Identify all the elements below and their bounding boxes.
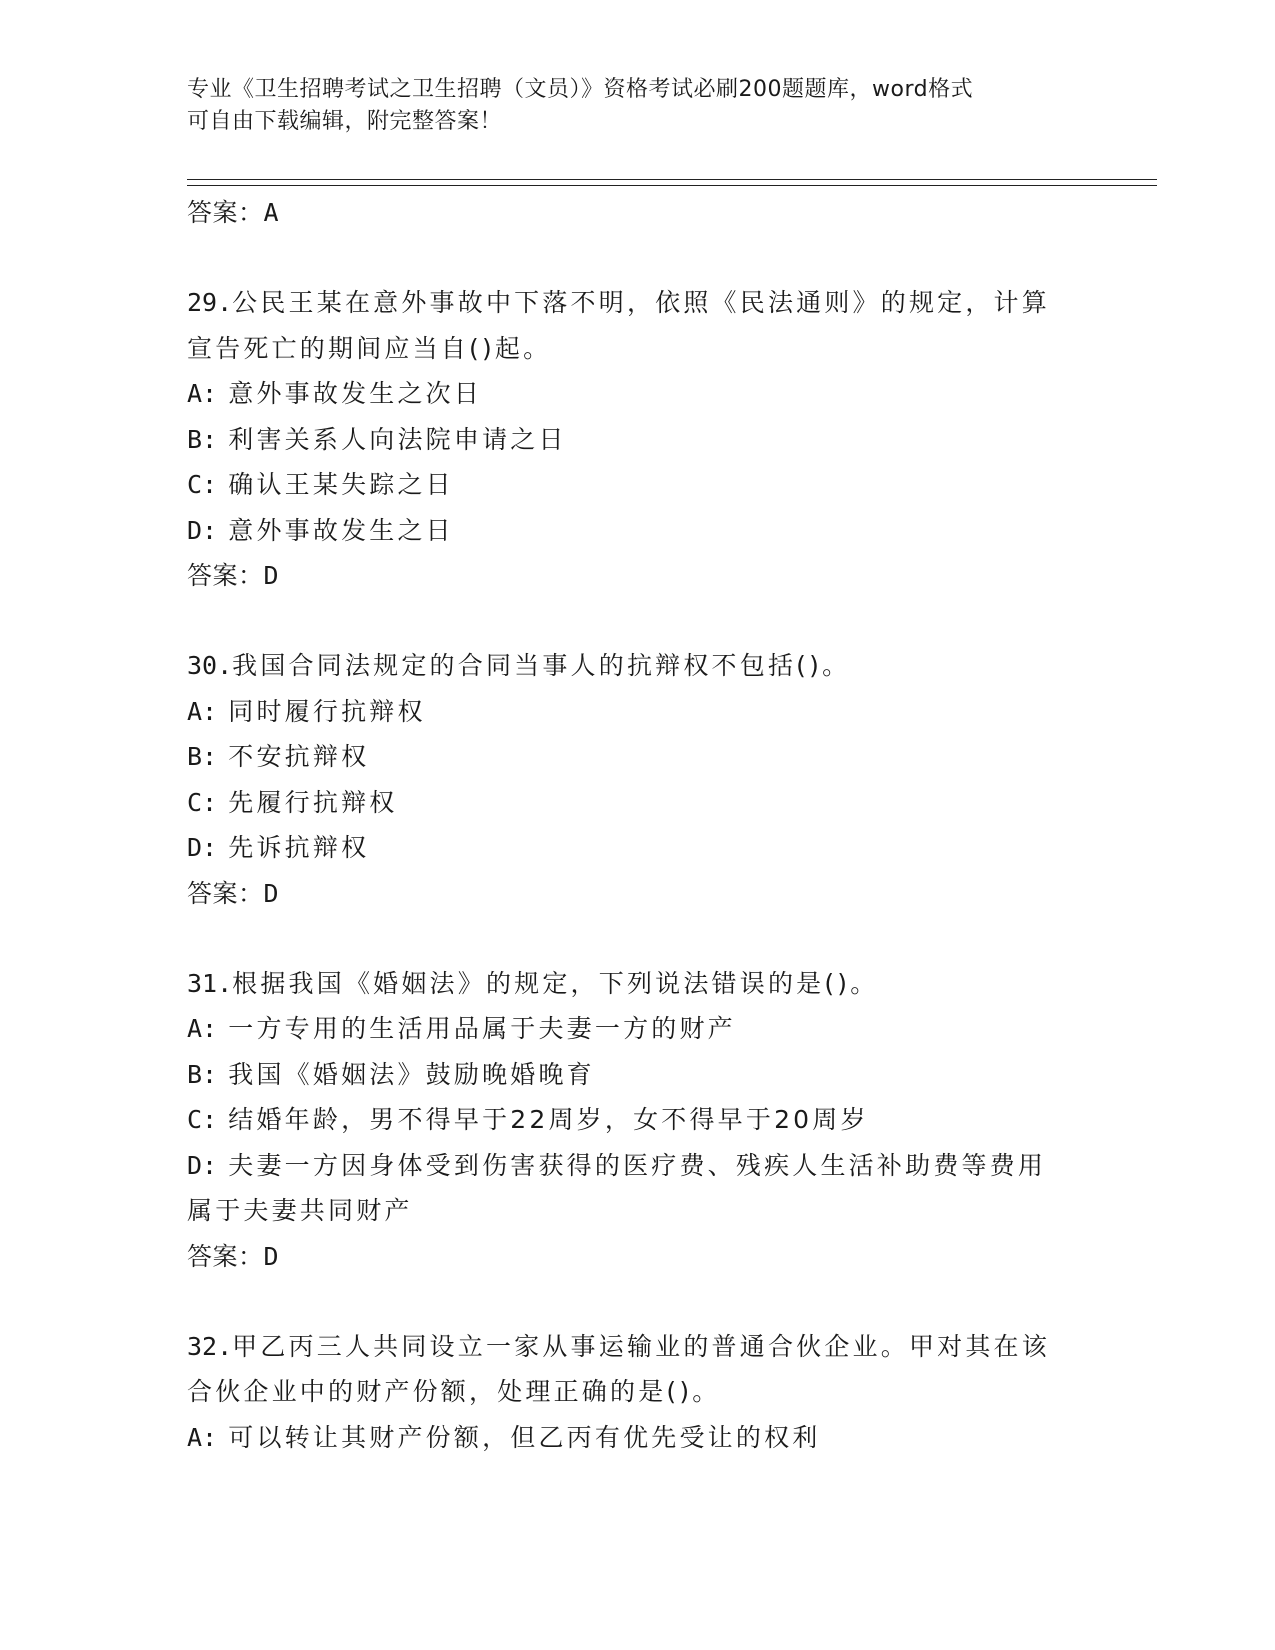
question-text-line-1: 甲乙丙三人共同设立一家从事运输业的普通合伙企业。甲对其在该 [232,1331,1050,1361]
question-32 [187,1324,1087,1461]
option-a [187,1006,1087,1052]
option-b [187,417,1087,463]
option-letter: A: [187,1422,218,1452]
option-letter: D: [187,515,218,545]
question-number: 29. [187,288,233,317]
option-c [187,462,1087,508]
header-line-2: 可自由下载编辑，附完整答案！ [187,109,503,134]
option-b [187,734,1087,780]
option-a [187,689,1087,735]
answer-value: A [263,198,280,227]
option-text: 同时履行抗辩权 [228,696,426,726]
option-text: 先履行抗辩权 [228,787,398,817]
option-text: 先诉抗辩权 [228,833,370,862]
answer-label: 答案： [187,878,264,908]
option-a [187,1415,1087,1461]
option-text: 夫妻一方因身体受到伤害获得的医疗费、残疾人生活补助费等费用 [228,1150,1047,1180]
answer-label: 答案： [187,1241,264,1271]
question-number: 32. [187,1331,233,1361]
answer-value: D [263,878,280,908]
option-text: 意外事故发生之日 [228,515,454,545]
option-d [187,825,1087,871]
question-answer [187,1234,1087,1280]
option-d [187,1143,1087,1189]
question-text [187,643,1087,689]
question-number: 31. [187,968,233,998]
document-header [187,74,1067,138]
option-text: 不安抗辩权 [228,742,370,771]
option-letter: C: [187,470,218,499]
option-text: 一方专用的生活用品属于夫妻一方的财产 [228,1014,736,1043]
previous-answer [187,190,1087,236]
question-text [187,1324,1087,1370]
option-letter: B: [187,742,218,771]
question-text-line-1: 根据我国《婚姻法》的规定，下列说法错误的是()。 [232,968,879,998]
option-text: 可以转让其财产份额，但乙丙有优先受让的权利 [228,1422,821,1452]
question-text [187,961,1087,1007]
answer-value: D [263,1241,280,1271]
answer-value: D [263,561,280,590]
option-a [187,371,1087,417]
header-rule-bottom [187,185,1157,186]
question-text-line-1: 我国合同法规定的合同当事人的抗辩权不包括()。 [232,651,851,680]
option-letter: B: [187,424,218,454]
header-rule-top [187,179,1157,180]
option-letter: D: [187,833,218,862]
option-letter: A: [187,379,218,408]
option-d [187,508,1087,554]
answer-label: 答案： [187,561,264,590]
option-text: 意外事故发生之次日 [228,379,483,408]
question-29 [187,280,1087,599]
option-letter: C: [187,787,218,817]
question-answer [187,871,1087,917]
option-letter: C: [187,1105,218,1134]
answer-label: 答案： [187,198,264,227]
option-letter: A: [187,1014,218,1043]
question-text-line-2: 合伙企业中的财产份额，处理正确的是()。 [187,1377,721,1406]
option-letter: D: [187,1150,218,1180]
question-31 [187,961,1087,1280]
document-body [187,190,1087,1460]
option-letter: A: [187,696,218,726]
question-answer [187,553,1087,599]
question-text-line-2: 宣告死亡的期间应当自()起。 [187,333,552,363]
option-text: 我国《婚姻法》鼓励晚婚晚育 [228,1059,595,1089]
option-text: 确认王某失踪之日 [228,470,454,499]
option-text: 结婚年龄，男不得早于22周岁，女不得早于20周岁 [228,1105,869,1134]
option-letter: B: [187,1059,218,1089]
option-b [187,1052,1087,1098]
question-number: 30. [187,651,233,680]
option-c [187,780,1087,826]
option-c [187,1097,1087,1143]
question-text-line-1: 公民王某在意外事故中下落不明，依照《民法通则》的规定，计算 [232,288,1050,317]
option-text: 利害关系人向法院申请之日 [228,424,567,454]
question-text [187,280,1087,326]
question-30 [187,643,1087,917]
header-line-1: 专业《卫生招聘考试之卫生招聘（文员）》资格考试必刷200题题库，word格式 [187,77,974,102]
option-d-continuation: 属于夫妻共同财产 [187,1196,413,1225]
